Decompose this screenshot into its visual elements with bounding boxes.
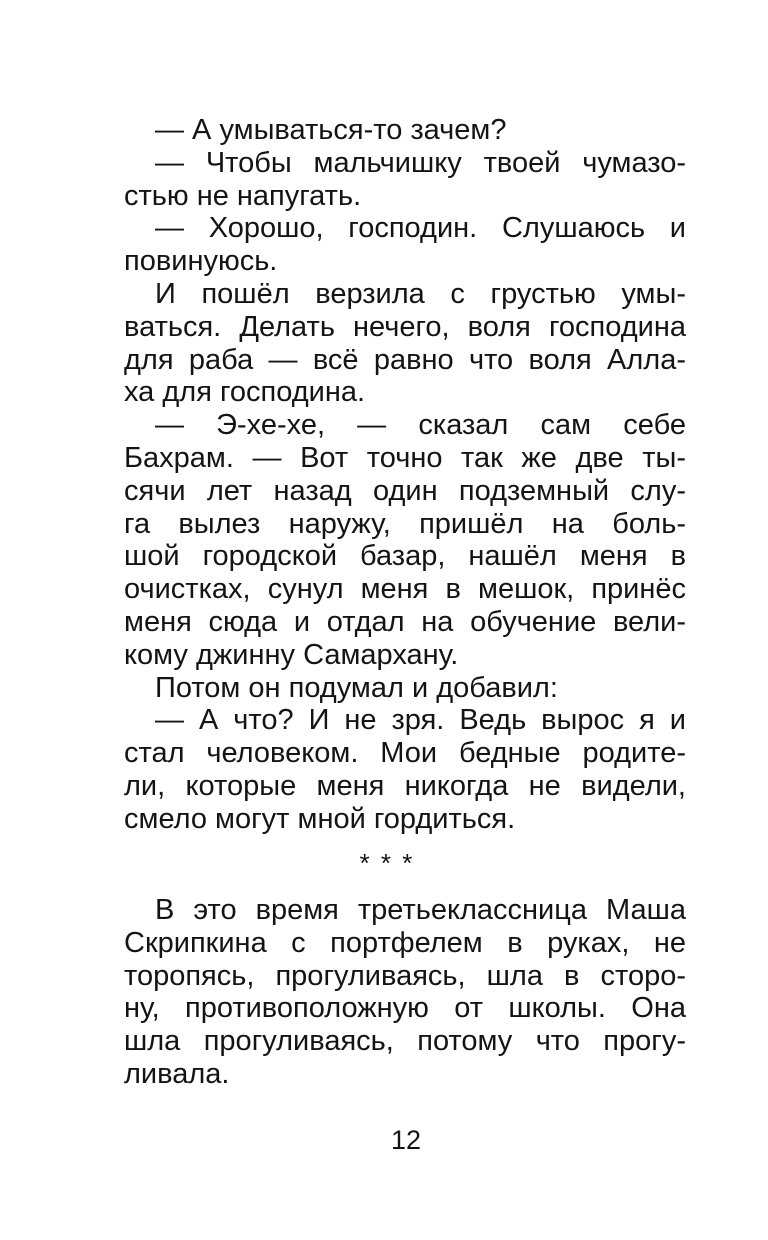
text-line: торопясь, прогуливаясь, шла в сторо- <box>124 959 686 992</box>
text-line: стал человеком. Мои бедные родите- <box>124 737 686 770</box>
text-line: ха для господина. <box>124 376 366 409</box>
text-block-masha <box>124 894 686 1091</box>
text-line: — Э-хе-хе, — сказал сам себе <box>155 409 686 442</box>
text-line: ливала. <box>124 1057 230 1090</box>
text-line: ну, противоположную от школы. Она <box>124 992 686 1025</box>
text-line: повинуюсь. <box>124 245 278 278</box>
text-line: шой городской базар, нашёл меня в <box>124 540 686 573</box>
text-line: ли, которые меня никогда не видели, <box>124 769 686 802</box>
page-number: 12 <box>390 1125 422 1155</box>
text-line: И пошёл верзила с грустью умы- <box>155 277 686 310</box>
text-line: меня сюда и отдал на обучение вели- <box>124 605 686 638</box>
text-line: очистках, сунул меня в мешок, принёс <box>124 573 686 606</box>
text-line: — Хорошо, господин. Слушаюсь и <box>155 212 686 245</box>
text-line: га вылез наружу, пришёл на боль- <box>124 507 686 540</box>
text-line: смело могут мной гордиться. <box>124 802 516 835</box>
section-separator: * * * <box>359 848 415 878</box>
text-block-dialogue <box>124 114 686 836</box>
text-line: шла прогуливаясь, потому что прогу- <box>124 1025 686 1058</box>
text-line: Потом он подумал и добавил: <box>155 671 558 704</box>
text-line: для раба — всё равно что воля Алла- <box>124 343 686 376</box>
text-line: — А что? И не зря. Ведь вырос я и <box>155 704 686 737</box>
text-line: В это время третьеклассница Маша <box>155 894 686 926</box>
text-line: — А умываться-то зачем? <box>155 114 507 146</box>
text-line: кому джинну Самархану. <box>124 638 459 671</box>
text-line: Бахрам. — Вот точно так же две ты- <box>124 441 686 474</box>
text-line: — Чтобы мальчишку твоей чумазо- <box>155 146 686 179</box>
text-line: ваться. Делать нечего, воля господина <box>124 310 686 343</box>
text-line: Скрипкина с портфелем в руках, не <box>124 926 686 959</box>
text-line: стью не напугать. <box>124 179 362 212</box>
text-line: сячи лет назад один подземный слу- <box>124 474 686 507</box>
